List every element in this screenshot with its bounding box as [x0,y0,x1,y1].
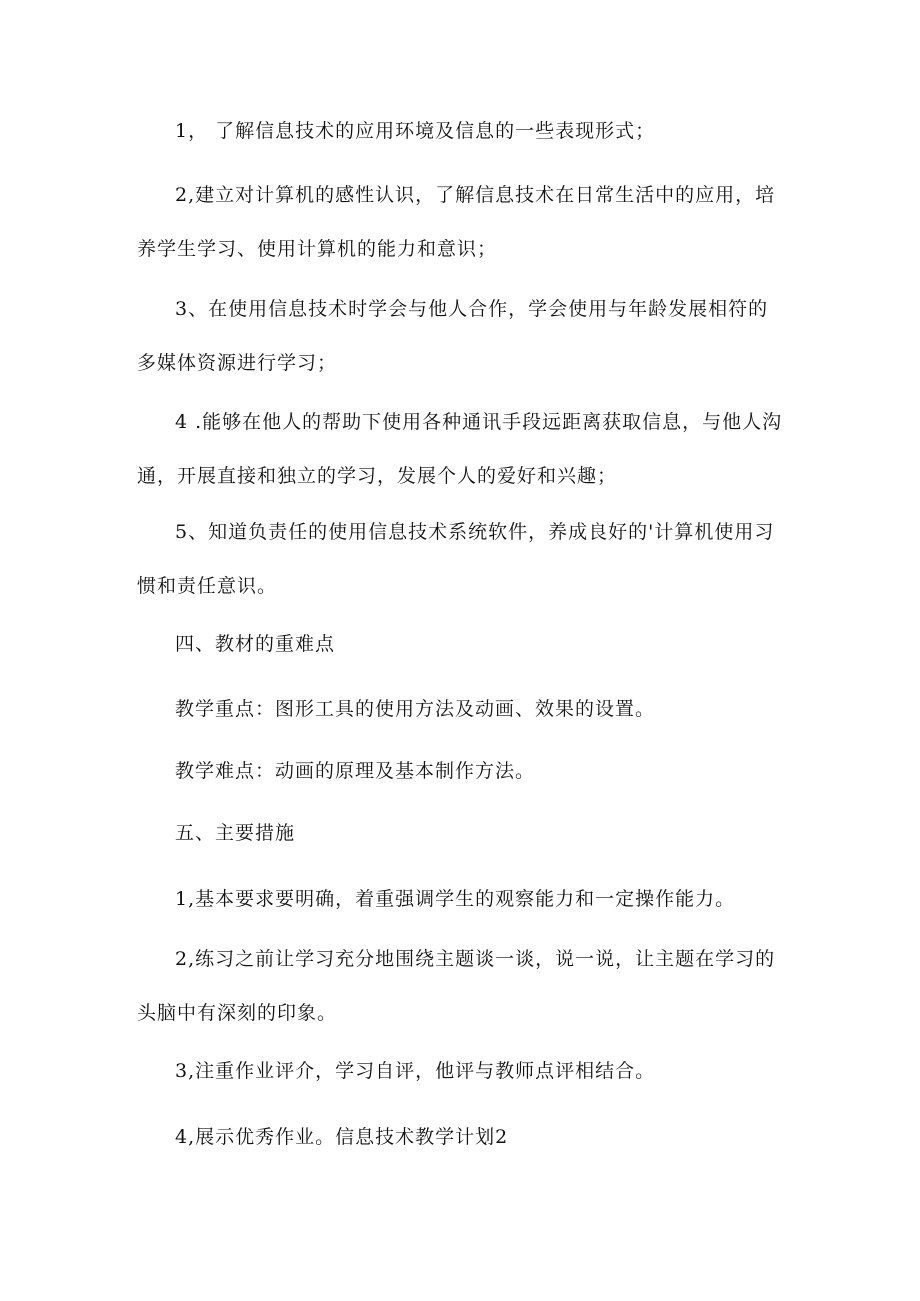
goal-item-5: 5、知道负责任的使用信息技术系统软件，养成良好的'计算机使用习惯和责任意识。 [137,521,775,597]
goal-item-2: 2,建立对计算机的感性认识，了解信息技术在日常生活中的应用，培养学生学习、使用计算机的能力和意识； [137,184,776,260]
measure-item-2: 2,练习之前让学习充分地围绕主题谈一谈，说一说，让主题在学习的头脑中有深刻的印象。 [137,948,776,1024]
section-heading-measures: 五、主要措施 [175,822,296,844]
measure-item-3: 3,注重作业评介，学习自评，他评与教师点评相结合。 [175,1060,656,1082]
goal-item-1: 1， 了解信息技术的应用环境及信息的一些表现形式； [175,120,656,142]
measure-item-1: 1,基本要求要明确，着重强调学生的观察能力和一定操作能力。 [175,888,736,910]
section-heading-key-points: 四、教材的重难点 [175,633,336,655]
goal-item-4: 4 .能够在他人的帮助下使用各种通讯手段远距离获取信息，与他人沟通，开展直接和独立的学习，发展个人的爱好和兴趣； [137,411,783,487]
goal-item-3: 3、在使用信息技术时学会与他人合作，学会使用与年龄发展相符的多媒体资源进行学习； [137,298,769,374]
teaching-difficulty: 教学难点：动画的原理及基本制作方法。 [175,760,536,782]
measure-item-4: 4,展示优秀作业。信息技术教学计划2 [175,1126,509,1148]
teaching-focus: 教学重点：图形工具的使用方法及动画、效果的设置。 [175,698,656,720]
